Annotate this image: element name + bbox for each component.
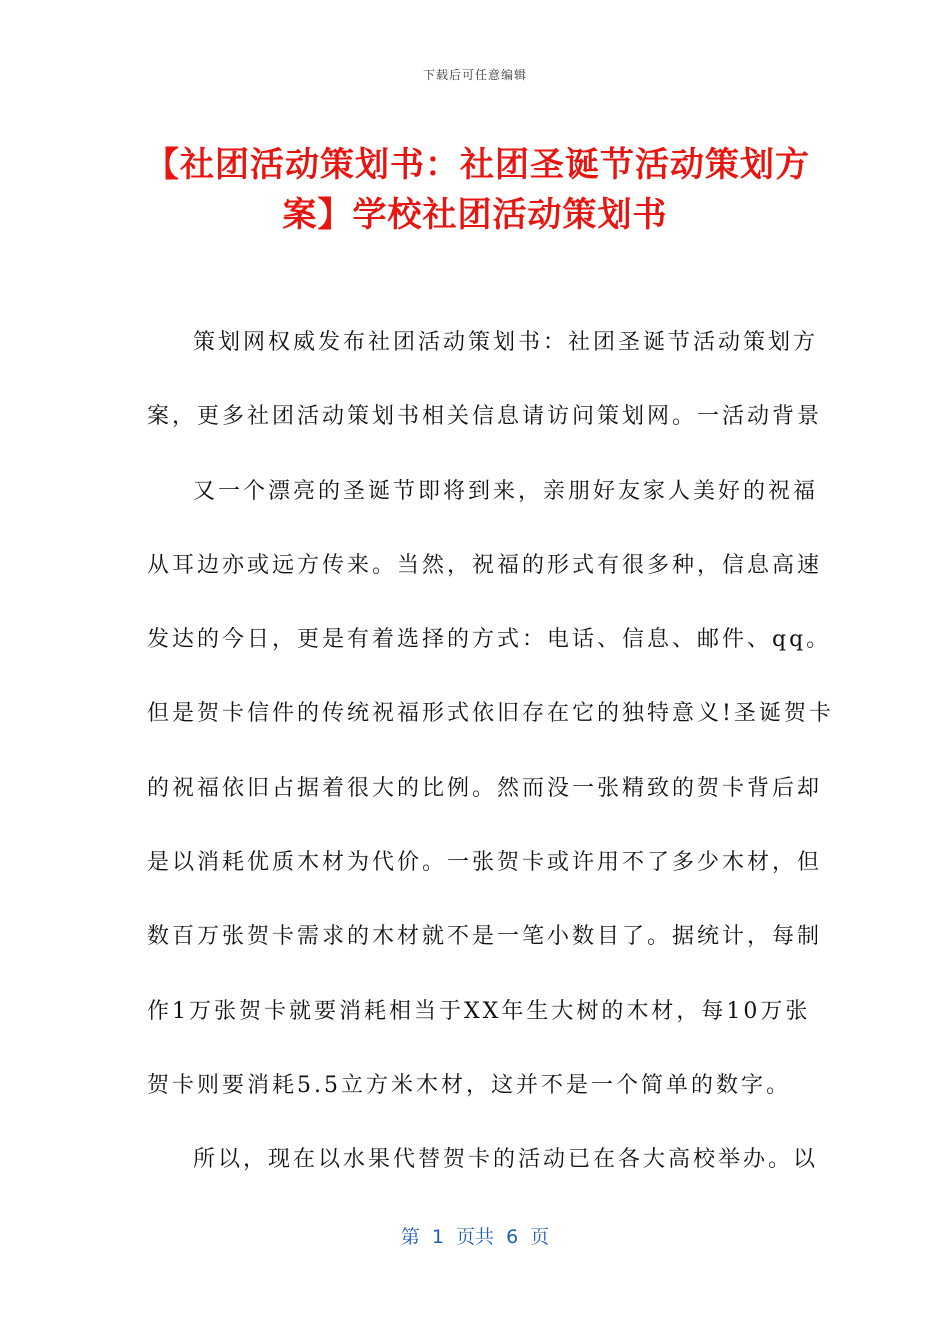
page-header: 下载后可任意编辑 [422, 68, 527, 82]
page-number: 第 1 页共 6 页 [400, 1226, 550, 1248]
title-line: 【社团活动策划书：社团圣诞节活动策划方 [145, 145, 810, 185]
paragraph-line: 所以，现在以水果代替贺卡的活动已在各大高校举办。以 [193, 1147, 819, 1173]
paragraph-line: 的祝福依旧占据着很大的比例。然而没一张精致的贺卡背后却 [147, 775, 823, 801]
document-title [145, 140, 810, 240]
paragraph-line: 作1万张贺卡就要消耗相当于XX年生大树的木材，每10万张 [147, 998, 811, 1024]
title-line: 案】学校社团活动策划书 [282, 195, 668, 235]
paragraph-line: 但是贺卡信件的传统祝福形式依旧存在它的独特意义!圣诞贺卡 [147, 701, 834, 727]
paragraph-line: 策划网权威发布社团活动策划书：社团圣诞节活动策划方 [193, 330, 819, 355]
paragraph-line: 发达的今日，更是有着选择的方式：电话、信息、邮件、qq。 [147, 627, 832, 653]
paragraph-line: 从耳边亦或远方传来。当然，祝福的形式有很多种，信息高速 [147, 552, 823, 578]
paragraph-line: 数百万张贺卡需求的木材就不是一笔小数目了。据统计，每制 [147, 924, 823, 950]
paragraph-line: 案，更多社团活动策划书相关信息请访问策划网。一活动背景 [147, 404, 823, 430]
paragraph-line: 又一个漂亮的圣诞节即将到来，亲朋好友家人美好的祝福 [193, 478, 819, 504]
body-text [147, 318, 834, 1210]
paragraph-line: 贺卡则要消耗5.5立方米木材，这并不是一个简单的数字。 [147, 1072, 791, 1098]
paragraph-line: 是以消耗优质木材为代价。一张贺卡或许用不了多少木材，但 [147, 850, 823, 876]
